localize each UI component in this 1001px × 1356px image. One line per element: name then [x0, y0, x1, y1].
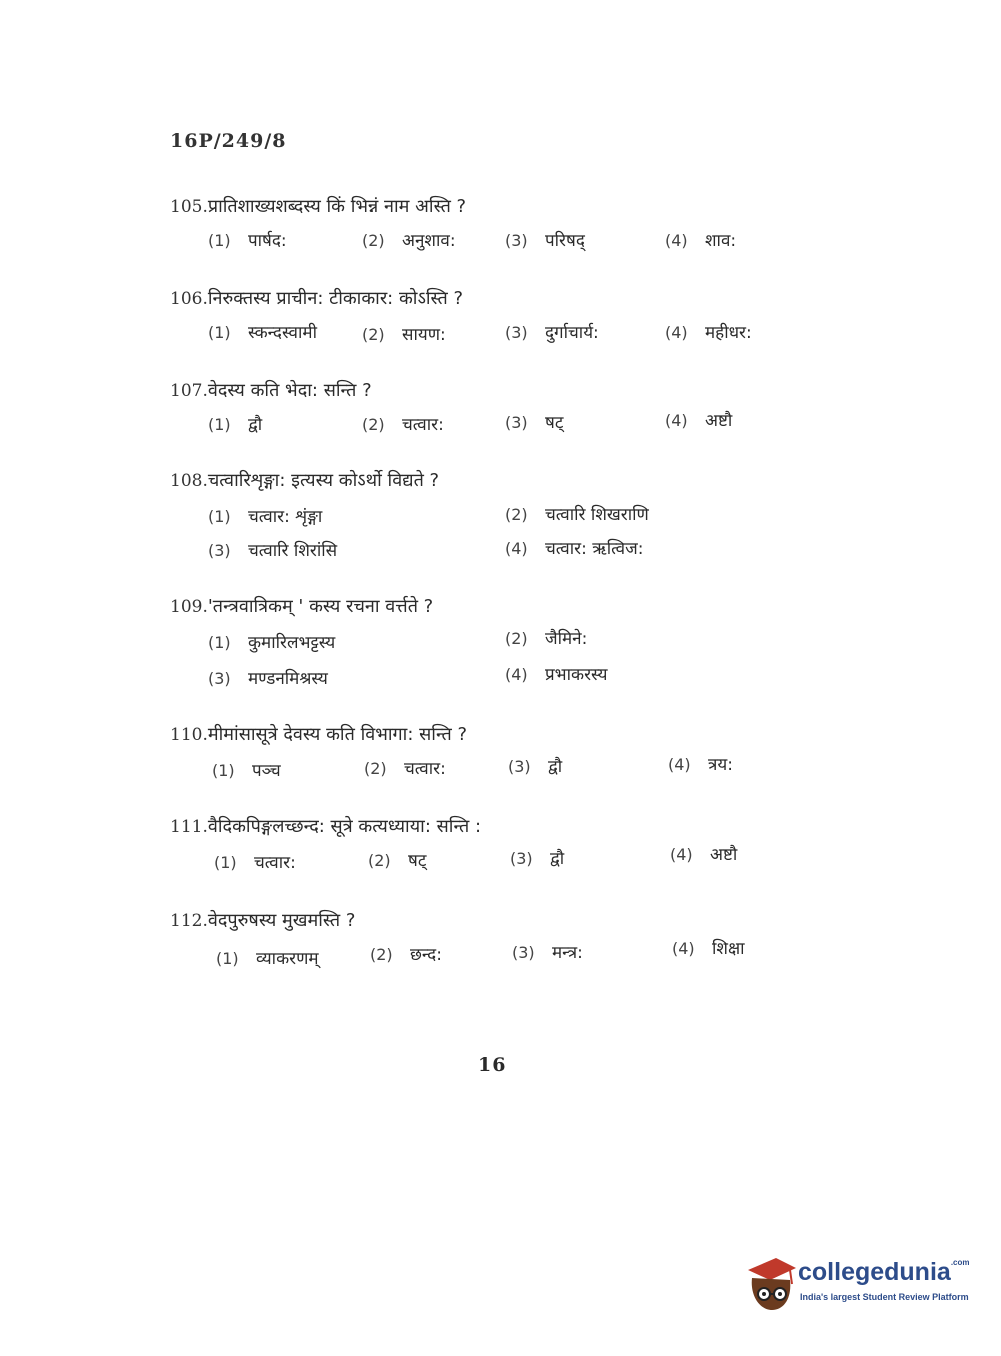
option-1: (1) चत्वार:: [214, 853, 296, 873]
paper-code: 16P/249/8: [170, 130, 287, 152]
question-number: 105.: [170, 197, 208, 217]
option-3: (3) मण्डनमिश्रस्य: [208, 669, 328, 689]
option-1: (1) पञ्च: [212, 761, 281, 781]
page-number: 16: [478, 1054, 507, 1076]
option-4: (4) त्रय:: [668, 755, 733, 775]
option-3: (3) परिषद्: [505, 231, 585, 251]
option-4: (4) शाव:: [665, 231, 737, 251]
question-108: [170, 468, 790, 564]
option-1: (1) स्कन्दस्वामी: [208, 323, 317, 343]
option-4: (4) चत्वार: ऋत्विज:: [505, 539, 644, 559]
question-text: मीमांसासूत्रे देवस्य कति विभागा: सन्ति ?: [207, 724, 468, 745]
option-3: (3) मन्त्र:: [512, 943, 583, 963]
option-1: (1) चत्वार: शृंङ्गा: [208, 507, 323, 527]
option-3: (3) षट्: [505, 413, 564, 433]
question-text: 'तन्त्रवात्रिकम् ' कस्य रचना वर्त्तते ?: [207, 596, 434, 617]
question-number: 111.: [170, 817, 208, 837]
option-2: (2) षट्: [368, 851, 427, 871]
option-2: (2) चत्वार:: [362, 415, 444, 435]
option-2: (2) चत्वारि शिखराणि: [505, 505, 649, 525]
option-3: (3) द्वौ: [510, 849, 565, 869]
question-107: [170, 378, 790, 440]
question-number: 107.: [170, 381, 208, 401]
option-2: (2) सायण:: [362, 325, 446, 345]
question-109: [170, 594, 790, 690]
question-number: 110.: [170, 725, 208, 745]
question-text: वेदपुरुषस्य मुखमस्ति ?: [207, 910, 356, 931]
collegedunia-logo: [742, 1252, 972, 1312]
option-2: (2) छन्द:: [370, 945, 442, 965]
question-105: [170, 194, 790, 256]
option-2: (2) जैमिने:: [505, 629, 588, 649]
question-number: 108.: [170, 471, 208, 491]
option-3: (3) द्वौ: [508, 757, 563, 777]
brand-tagline: India's largest Student Review Platform: [800, 1292, 969, 1302]
question-text: निरुक्तस्य प्राचीन: टीकाकार: कोऽस्ति ?: [207, 288, 464, 309]
option-1: (1) कुमारिलभट्टस्य: [208, 633, 336, 653]
option-3: (3) दुर्गाचार्य:: [505, 323, 599, 343]
question-number: 109.: [170, 597, 208, 617]
mascot-icon: [742, 1252, 798, 1312]
question-text: प्रातिशाख्यशब्दस्य किं भिन्नं नाम अस्ति ?: [207, 196, 467, 217]
question-111: [170, 814, 790, 876]
option-1: (1) व्याकरणम्: [216, 949, 319, 969]
question-number: 112.: [170, 911, 208, 931]
option-4: (4) शिक्षा: [672, 939, 745, 959]
option-4: (4) अष्टौ: [670, 845, 738, 865]
question-number: 106.: [170, 289, 208, 309]
question-112: [170, 908, 790, 970]
option-4: (4) अष्टौ: [665, 411, 733, 431]
option-4: (4) प्रभाकरस्य: [505, 665, 608, 685]
question-text: वैदिकपिङ्गलच्छन्द: सूत्रे कत्यध्याया: सन्ति :: [207, 816, 482, 837]
option-4: (4) महीधर:: [665, 323, 752, 343]
question-106: [170, 286, 790, 348]
option-1: (1) द्वौ: [208, 415, 263, 435]
option-1: (1) पार्षद:: [208, 231, 287, 251]
option-3: (3) चत्वारि शिरांसि: [208, 541, 338, 561]
brand-name: collegedunia$^{.com}$: [798, 1258, 970, 1286]
option-2: (2) अनुशाव:: [362, 231, 456, 251]
question-text: वेदस्य कति भेदा: सन्ति ?: [207, 380, 372, 401]
question-110: [170, 722, 790, 784]
option-2: (2) चत्वार:: [364, 759, 446, 779]
question-text: चत्वारिशृङ्गा: इत्यस्य कोऽर्थो विद्यते ?: [207, 470, 440, 491]
